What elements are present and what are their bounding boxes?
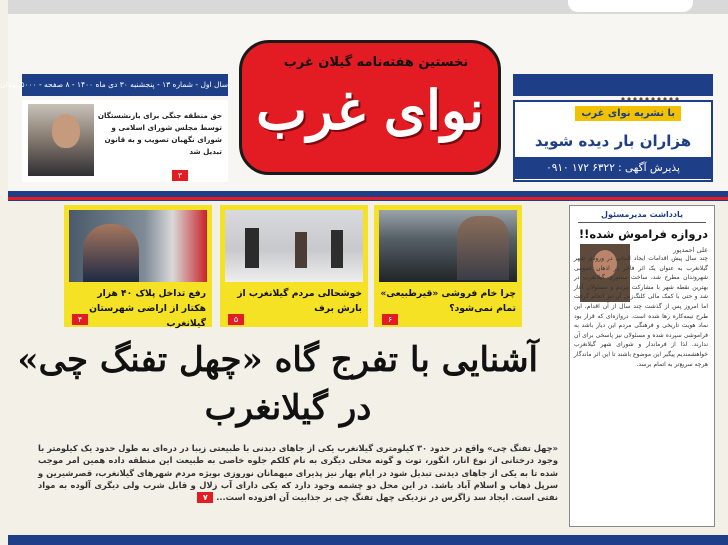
card-caption: چرا خام فروشی «قیرطبیعی» تمام نمی‌شود؟: [380, 288, 516, 314]
person-silhouette: [331, 230, 343, 268]
news-text: حق منطقه جنگی برای بازنشستگان توسط مجلس شورای اسلامی و شورای نگهبان تصویب و به قانون تبدیل شد: [97, 111, 222, 156]
person-silhouette: [245, 228, 259, 268]
column-kicker: یادداشت مدیرمسئول: [601, 210, 683, 219]
ad-promo-box: [513, 100, 713, 182]
promo-badge: با نشریه نوای غرب: [575, 106, 681, 121]
main-headline-line1[interactable]: آشنایی با تفرج گاه «چهل تفنگ چی»: [17, 340, 538, 380]
promo-phone: پذیرش آگهی : ۶۳۲۲ ۱۷۲ ۰۹۱۰: [515, 157, 711, 179]
promo-headline: هزاران بار دیده شوید: [534, 132, 692, 150]
page-number-badge: ۶: [382, 314, 398, 325]
header-rule-red: [8, 197, 728, 200]
top-bar: [8, 0, 728, 14]
card-photo: [379, 210, 517, 282]
main-headline-line2[interactable]: در گیلانغرب: [204, 388, 372, 428]
dateline-bar-right: [513, 74, 713, 96]
bottom-strip: [8, 535, 728, 545]
card-caption: خوشحالی مردم گیلانغرب از بارش برف: [237, 288, 362, 314]
editorial-column: [569, 205, 715, 527]
story-card-land[interactable]: [64, 205, 212, 327]
lead-text: «چهل تفنگ چی» واقع در حدود ۳۰ کیلومتری گیلانغرب یکی از جاهای دیدنی با طبیعتی زیبا در دره‌ای به طول حدود یک کیلومتر با وجود درختانی از نوع انار، انگور، توت و گونه محلی دیگری به نام کلکم جلوه خاصی به طبیعت این منطقه داده همین امر موجب شده تا به یکی از جاهای دیدنی تبدیل شود در ایام بهار نیز پذیرای میهمانان نوروزی بویژه مردم شهرهای گیلانغرب، قصرشیرین و سرپل ذهاب و اسلام آباد باشد. در این محل دو چشمه وجود دارد که یکی دارای آب زلال و قابل شرب ولی دیگری آلوده به مواد نفتی است. ایجاد سد زاگرس در نزدیکی چهل تفنگ چی بر جذابیت آن افزوده است...: [38, 443, 558, 503]
person-face: [52, 114, 80, 148]
person-figure: [457, 216, 509, 280]
story-card-snow[interactable]: [220, 205, 368, 327]
column-body: چند سال پیش اقدامات ایجاد المانی در ورودی شهر گیلانغرب به عنوان یک اثر فاخر در اذهان عمومی شهروندان مطرح شد، ساخت سنتوری گیلانغرب در بهترین نقطه شهر با مشارکت مردم و مسئولان آغاز شد و حتی با کمک مالی کلنگ‌زنی آن نیز انجام گرفت اما امروز پس از گذشت چند سال از آن اقدام، این طرح نیمه‌کاره رها شده است. دروازه‌ای که قرار بود نماد هویت تاریخی و فرهنگی مردم این دیار باشد به فراموشی سپرده شده و مسئولان نیز پاسخی برای آن ندارند. لذا از فرماندار و شورای شهر گیلانغرب خواهشمندیم پیگیر این موضوع باشند تا این اثر ماندگار هرچه سریع‌تر به اتمام برسد.: [574, 255, 708, 368]
person-figure: [83, 224, 139, 282]
page-number-badge: ۴: [72, 314, 88, 325]
card-photo: [225, 210, 363, 282]
logo-wordmark: نوای غرب: [256, 78, 484, 142]
main-story-lead: [38, 442, 558, 503]
top-news-item[interactable]: [22, 100, 228, 182]
top-pill: [568, 0, 693, 12]
news-photo: [28, 104, 94, 176]
logo-tagline: نخستین هفته‌نامه گیلان غرب: [283, 55, 469, 70]
column-author: علی احمدپور: [673, 246, 708, 254]
page-number-badge: ۳: [172, 170, 188, 181]
page-number-badge: ۵: [228, 314, 244, 325]
column-title[interactable]: دروازه فراموش شده!!: [578, 227, 708, 241]
dateline: سال اول - شماره ۱۳ - پنجشنبه ۳۰ دی ماه ۱۴۰۰ - ۸ صفحه - ۵۰۰۰ تومان: [22, 74, 228, 96]
story-card-bitumen[interactable]: [374, 205, 522, 327]
kicker-divider: [578, 222, 706, 223]
page-number-badge: ۷: [197, 492, 213, 503]
card-photo: [69, 210, 207, 282]
card-caption: رفع تداخل پلاک ۴۰ هزار هکتار از اراضی شهرستان گیلانغرب: [89, 288, 206, 329]
person-silhouette: [295, 232, 307, 268]
